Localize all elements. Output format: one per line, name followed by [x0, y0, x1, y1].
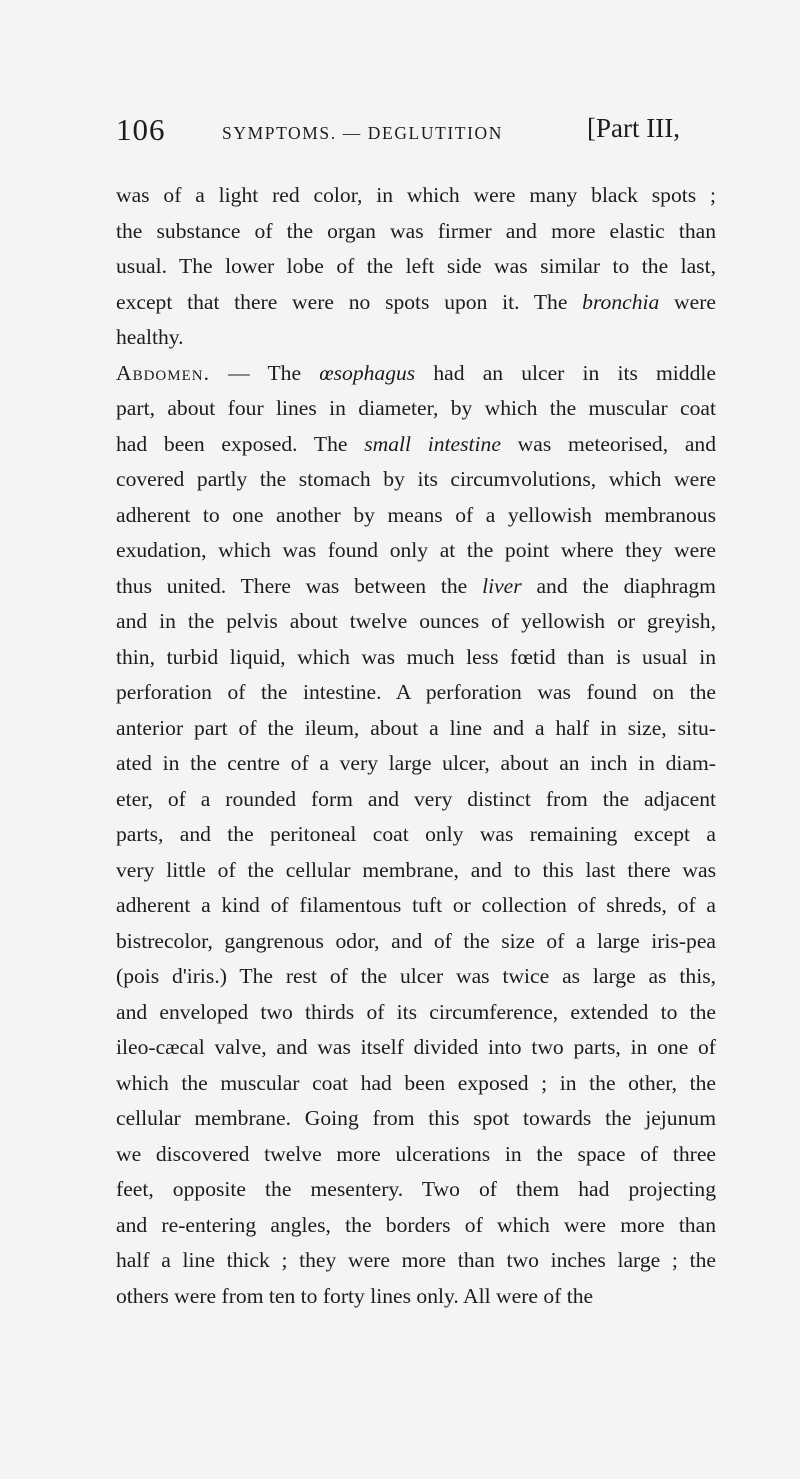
text-run: healthy.: [116, 325, 184, 349]
text-line: [116, 1101, 716, 1137]
text-line: [116, 995, 716, 1031]
text-line: [116, 1030, 716, 1066]
text-line: [116, 1137, 716, 1173]
text-line: [116, 320, 716, 356]
page-number: 106: [116, 112, 166, 147]
text-run: were: [659, 289, 716, 314]
text-line: [116, 888, 716, 924]
text-run: adherent a kind of filamentous tuft or collection of shreds, of a: [116, 893, 716, 917]
text-line: [116, 1172, 716, 1208]
text-run: covered partly the stomach by its circumvolutions, which were: [116, 467, 716, 491]
text-line: [116, 1279, 716, 1315]
text-run: exudation, which was found only at the point where they were: [116, 538, 716, 562]
text-run: and the diaphragm: [521, 573, 716, 598]
running-head: [116, 112, 680, 152]
text-line: [116, 427, 716, 463]
text-line: [116, 782, 716, 818]
text-run: had an ulcer in its middle: [415, 360, 716, 385]
text-line: [116, 746, 716, 782]
text-line: [116, 462, 716, 498]
text-run: and re-entering angles, the borders of which were more than: [116, 1212, 716, 1237]
text-line: [116, 640, 716, 676]
text-run: very little of the cellular membrane, and to this last there was: [116, 857, 716, 882]
text-run: the substance of the organ was firmer and more elastic than: [116, 218, 716, 243]
text-run: cellular membrane. Going from this spot towards the jejunum: [116, 1106, 716, 1130]
italic-term: liver: [482, 573, 522, 598]
running-title: SYMPTOMS. — DEGLUTITION: [222, 123, 503, 143]
text-run: adherent to one another by means of a yellowish membranous: [116, 502, 716, 527]
text-line: [116, 711, 716, 747]
text-line: [116, 178, 716, 214]
text-line: [116, 249, 716, 285]
italic-term: œsophagus: [319, 360, 416, 385]
text-run: bistrecolor, gangrenous odor, and of the size of a large iris-pea: [116, 928, 716, 953]
text-line: [116, 356, 716, 392]
text-line: [116, 498, 716, 534]
text-run: anterior part of the ileum, about a line and a half in size, situ-: [116, 715, 716, 740]
text-line: [116, 391, 716, 427]
text-line: [116, 853, 716, 889]
text-line: [116, 1066, 716, 1102]
text-line: [116, 285, 716, 321]
text-run: was of a light red color, in which were many black spots ;: [116, 183, 716, 207]
text-run: perforation of the intestine. A perforation was found on the: [116, 680, 716, 704]
text-run: ated in the centre of a very large ulcer, about an inch in diam-: [116, 751, 716, 775]
text-run: thin, turbid liquid, which was much less fœtid than is usual in: [116, 644, 716, 669]
italic-term: small intestine: [364, 431, 501, 456]
text-run: — The: [210, 360, 320, 385]
body-text: [116, 178, 716, 1314]
text-line: [116, 817, 716, 853]
text-line: [116, 214, 716, 250]
text-run: except that there were no spots upon it. The: [116, 289, 583, 314]
text-line: [116, 1208, 716, 1244]
text-line: [116, 675, 716, 711]
text-run: ileo-cæcal valve, and was itself divided into two parts, in one of: [116, 1035, 716, 1059]
text-run: which the muscular coat had been exposed ; in the other, the: [116, 1070, 716, 1095]
text-line: [116, 1243, 716, 1279]
text-run: half a line thick ; they were more than two inches large ; the: [116, 1248, 716, 1272]
text-run: others were from ten to forty lines only. All were of the: [116, 1283, 594, 1308]
text-line: [116, 533, 716, 569]
text-run: and enveloped two thirds of its circumference, extended to the: [116, 999, 716, 1024]
text-run: we discovered twelve more ulcerations in the space of three: [116, 1141, 716, 1166]
text-run: (pois d'iris.) The rest of the ulcer was twice as large as this,: [116, 964, 716, 988]
text-run: and in the pelvis about twelve ounces of yellowish or greyish,: [116, 609, 716, 633]
text-run: thus united. There was between the: [116, 573, 483, 598]
section-heading: Abdomen.: [116, 360, 210, 385]
text-line: [116, 569, 716, 605]
text-run: eter, of a rounded form and very distinct from the adjacent: [116, 786, 716, 811]
text-run: usual. The lower lobe of the left side was similar to the last,: [116, 254, 716, 278]
text-run: had been exposed. The: [116, 431, 365, 456]
part-label: [Part III,: [587, 113, 680, 143]
text-line: [116, 959, 716, 995]
text-run: feet, opposite the mesentery. Two of them had projecting: [116, 1177, 716, 1201]
text-run: parts, and the peritoneal coat only was remaining except a: [116, 822, 716, 846]
text-line: [116, 924, 716, 960]
text-run: part, about four lines in diameter, by which the muscular coat: [116, 396, 716, 420]
text-run: was meteorised, and: [500, 431, 717, 456]
text-line: [116, 604, 716, 640]
italic-term: bronchia: [582, 289, 660, 314]
